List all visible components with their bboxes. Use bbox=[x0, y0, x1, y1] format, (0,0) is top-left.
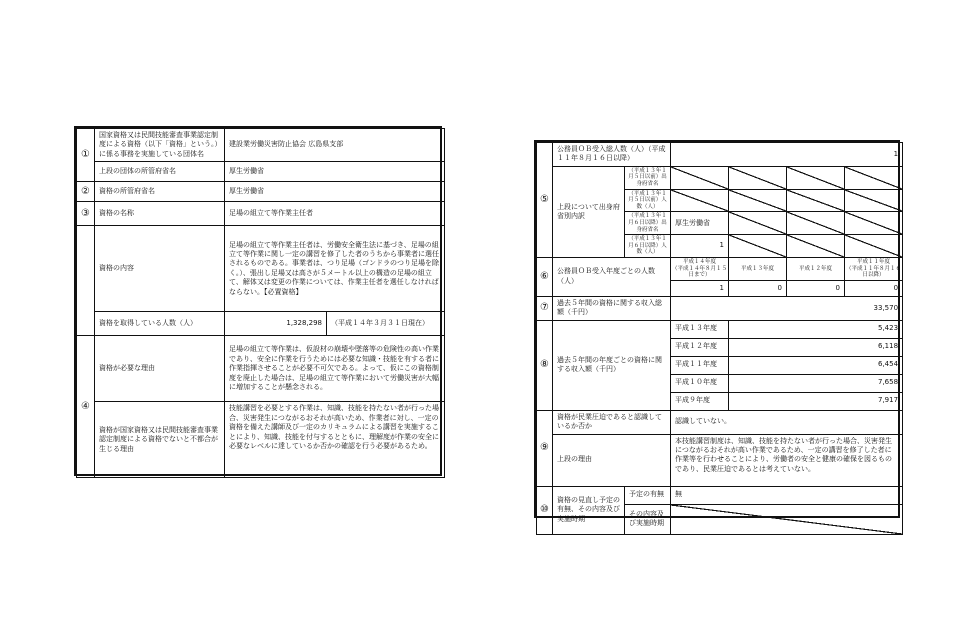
qualification-content-value: 足場の組立て等作業主任者は、労働安全衛生法に基づき、足場の組立て等作業に関し一定の講習を修了した者のうちから事業者に選任されるものである。事業者は、つり足場（ゴンドラのつり足場を除く。）、張出し足場又は高さが５メートル以上の構造の足場の組立て、解体又は変更の作業については、作業主任者を選任しなければならない。【必置資格】 bbox=[225, 226, 445, 312]
ob-total-value: 1 bbox=[671, 143, 903, 167]
ob-yearly-value: 0 bbox=[729, 280, 787, 296]
table-row bbox=[537, 320, 903, 338]
table-row bbox=[537, 434, 903, 486]
table-row bbox=[537, 296, 903, 320]
revenue-value: 6,454 bbox=[729, 356, 903, 374]
ob-yearly-value: 1 bbox=[671, 280, 729, 296]
ob-yearly-year: 平成１３年度 bbox=[741, 265, 775, 272]
organization-label: 国家資格又は民間技能審査事業認定制度による資格（以下「資格」という。）に係る事務を実施している団体名 bbox=[95, 129, 225, 162]
revenue-value: 7,917 bbox=[729, 392, 903, 410]
row-number-blank bbox=[77, 226, 95, 336]
ob-breakdown-cell bbox=[845, 212, 903, 235]
review-plan-value: 無 bbox=[671, 486, 903, 504]
right-form-table bbox=[536, 142, 903, 535]
qualification-name-value: 足場の組立て等作業主任者 bbox=[225, 202, 445, 226]
ob-breakdown-cell bbox=[845, 235, 903, 258]
ob-breakdown-row-label: （平成１３年１月６日以降）出身府省名 bbox=[625, 212, 671, 235]
ob-breakdown-row-label: （平成１３年１月５日以前）出身府省名 bbox=[625, 166, 671, 189]
ob-breakdown-cell bbox=[787, 212, 845, 235]
revenue-year: 平成９年度 bbox=[671, 392, 729, 410]
national-reason-label: 資格が国家資格又は民間技能審査事業認定制度による資格でないと不都合が生じる理由 bbox=[95, 402, 225, 478]
table-row bbox=[537, 143, 903, 167]
ob-yearly-header bbox=[729, 258, 787, 281]
revenue-value: 6,118 bbox=[729, 338, 903, 356]
ob-breakdown-cell bbox=[787, 166, 845, 189]
qualification-ministry-label: 資格の所管府省名 bbox=[95, 182, 225, 202]
row-number: ⑩ bbox=[537, 486, 553, 534]
row-number: ① bbox=[77, 129, 95, 182]
review-detail-label: その内容及び実施時期 bbox=[625, 504, 671, 534]
ob-breakdown-label: 上段について出身府省別内訳 bbox=[553, 166, 625, 257]
organization-ministry-label: 上段の団体の所管府省名 bbox=[95, 162, 225, 182]
table-row bbox=[77, 336, 445, 402]
qualification-name-label: 資格の名称 bbox=[95, 202, 225, 226]
organization-ministry-value: 厚生労働省 bbox=[225, 162, 445, 182]
ob-yearly-sub: （平成１４年８月１５日まで） bbox=[672, 265, 728, 279]
table-row bbox=[77, 182, 445, 202]
ob-breakdown-cell bbox=[729, 166, 787, 189]
organization-value: 建設業労働災害防止協会 広島県支部 bbox=[225, 129, 445, 162]
row-number: ③ bbox=[77, 202, 95, 226]
ob-breakdown-cell bbox=[787, 189, 845, 212]
revenue-year: 平成１２年度 bbox=[671, 338, 729, 356]
ob-breakdown-cell bbox=[787, 235, 845, 258]
ob-yearly-header bbox=[787, 258, 845, 281]
table-row bbox=[537, 410, 903, 434]
ob-breakdown-row-label: （平成１３年１月５日以前）人数（人） bbox=[625, 189, 671, 212]
ob-breakdown-cell bbox=[729, 235, 787, 258]
review-plan-label: 予定の有無 bbox=[625, 486, 671, 504]
revenue-total-value: 33,570 bbox=[671, 296, 903, 320]
holders-note: （平成１４年３月３１日現在） bbox=[327, 312, 445, 336]
revenue-year: 平成１０年度 bbox=[671, 374, 729, 392]
ob-breakdown-cell: 厚生労働省 bbox=[671, 212, 729, 235]
ob-yearly-header bbox=[845, 258, 903, 281]
revenue-total-label: 過去５年間の資格に関する収入総額（千円） bbox=[553, 296, 671, 320]
reason-label: 上段の理由 bbox=[553, 434, 671, 486]
ob-yearly-year: 平成１２年度 bbox=[799, 265, 833, 272]
table-row bbox=[77, 226, 445, 312]
row-number: ⑦ bbox=[537, 296, 553, 320]
ob-yearly-value: 0 bbox=[845, 280, 903, 296]
ob-breakdown-cell bbox=[729, 212, 787, 235]
ob-breakdown-cell bbox=[671, 166, 729, 189]
review-detail-value bbox=[671, 504, 903, 534]
right-form-sheet bbox=[534, 140, 902, 528]
revenue-yearly-label: 過去５年間の年度ごとの資格に関する収入額（千円） bbox=[553, 320, 671, 410]
ob-breakdown-cell bbox=[671, 189, 729, 212]
revenue-value: 7,658 bbox=[729, 374, 903, 392]
ob-total-label: 公務員ＯＢ受入総人数（人）（平成１１年８月１６日以降） bbox=[553, 143, 671, 167]
private-value: 認識していない。 bbox=[671, 410, 903, 434]
row-number: ⑨ bbox=[537, 410, 553, 486]
holders-label: 資格を取得している人数（人） bbox=[95, 312, 225, 336]
table-row bbox=[77, 162, 445, 182]
necessity-label: 資格が必要な理由 bbox=[95, 336, 225, 402]
ob-yearly-sub: （平成１１年８月１６日以降） bbox=[846, 265, 902, 279]
ob-yearly-year: 平成１１年度 bbox=[857, 259, 891, 265]
left-form-sheet bbox=[74, 126, 442, 476]
private-label: 資格が民業圧迫であると認識しているか否か bbox=[553, 410, 671, 434]
table-row bbox=[77, 312, 445, 336]
left-form-table bbox=[76, 128, 445, 478]
table-row bbox=[77, 202, 445, 226]
revenue-year: 平成１３年度 bbox=[671, 320, 729, 338]
ob-breakdown-cell: 1 bbox=[671, 235, 729, 258]
ob-breakdown-cell bbox=[845, 166, 903, 189]
ob-yearly-value: 0 bbox=[787, 280, 845, 296]
ob-breakdown-cell bbox=[729, 189, 787, 212]
ob-breakdown-cell bbox=[845, 189, 903, 212]
ob-yearly-label: 公務員ＯＢ受入年度ごとの人数（人） bbox=[553, 258, 671, 297]
table-row bbox=[77, 129, 445, 162]
table-row bbox=[537, 486, 903, 504]
national-reason-value: 技能講習を必要とする作業は、知識、技能を持たない者が行った場合、災害発生につながるおそれが高いため、作業者に対し、一定の資格を備えた講師及び一定のカリキュラムによる講習を実施することにより、知識、技能を付与するとともに、理解度が作業の安全に必要なレベルに達しているか否かの確認を行う必要があるため。 bbox=[225, 402, 445, 478]
row-number: ② bbox=[77, 182, 95, 202]
qualification-ministry-value: 厚生労働省 bbox=[225, 182, 445, 202]
necessity-value: 足場の組立て等作業は、仮設材の崩壊や墜落等の危険性の高い作業であり、安全に作業を行うためには必要な知識・技能を有する者に作業指揮させることが必要不可欠である。よって、仮にこの資格制度を廃止した場合は、足場の組立て等作業において労働災害が大幅に増加することが懸念される。 bbox=[225, 336, 445, 402]
reason-value: 本技能講習制度は、知識、技能を持たない者が行った場合、災害発生につながるおそれが高い作業であるため、一定の講習を修了した者に作業等を行わせることにより、労働者の安全と健康の確保を図るものであり、民業圧迫であるとは考えていない。 bbox=[671, 434, 903, 486]
revenue-year: 平成１１年度 bbox=[671, 356, 729, 374]
ob-breakdown-row-label: （平成１３年１月６日以降）人数（人） bbox=[625, 235, 671, 258]
ob-yearly-header bbox=[671, 258, 729, 281]
revenue-value: 5,423 bbox=[729, 320, 903, 338]
table-row bbox=[77, 402, 445, 478]
holders-value: 1,328,298 bbox=[225, 312, 327, 336]
table-row bbox=[537, 166, 903, 189]
ob-yearly-year: 平成１４年度 bbox=[683, 259, 717, 265]
qualification-content-label: 資格の内容 bbox=[95, 226, 225, 312]
row-number: ⑤ bbox=[537, 143, 553, 258]
row-number: ⑧ bbox=[537, 320, 553, 410]
table-row bbox=[537, 258, 903, 281]
row-number: ⑥ bbox=[537, 258, 553, 297]
row-number: ④ bbox=[77, 336, 95, 478]
review-label: 資格の見直し予定の有無、その内容及び実施時期 bbox=[553, 486, 625, 534]
